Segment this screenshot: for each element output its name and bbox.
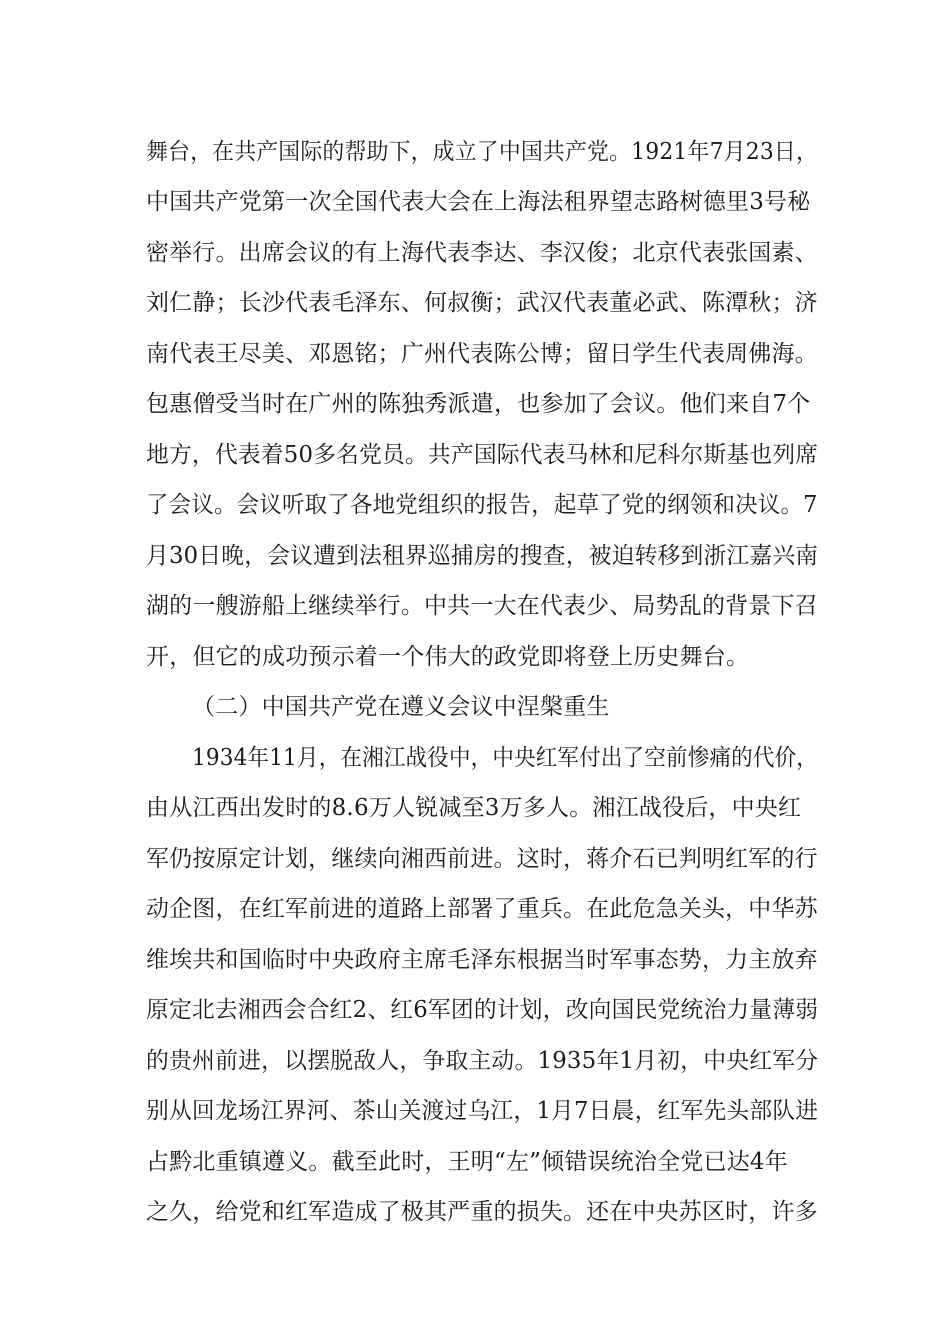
body-text-line: 了会议。会议听取了各地党组织的报告，起草了党的纲领和决议。7 bbox=[146, 492, 818, 518]
body-text-line: 之久，给党和红军造成了极其严重的损失。还在中央苏区时，许多 bbox=[146, 1199, 818, 1225]
body-text-line: 1934年11月，在湘江战役中，中央红军付出了空前惨痛的代价， bbox=[192, 745, 818, 771]
body-text-line: 别从回龙场江界河、茶山关渡过乌江，1月7日晨，红军先头部队进 bbox=[146, 1098, 819, 1124]
body-text-line: 维埃共和国临时中央政府主席毛泽东根据当时军事态势，力主放弃 bbox=[146, 947, 818, 973]
body-text-line: 开，但它的成功预示着一个伟大的政党即将登上历史舞台。 bbox=[146, 644, 750, 670]
body-text-line: 舞台，在共产国际的帮助下，成立了中国共产党。1921年7月23日， bbox=[146, 139, 819, 165]
body-text-line: 地方，代表着50多名党员。共产国际代表马林和尼科尔斯基也列席 bbox=[146, 442, 819, 468]
section-heading: （二）中国共产党在遵义会议中涅槃重生 bbox=[192, 694, 610, 720]
body-text-line: 湖的一艘游船上继续举行。中共一大在代表少、局势乱的背景下召 bbox=[146, 593, 818, 619]
body-text-line: 原定北去湘西会合红2、红6军团的计划，改向国民党统治力量薄弱 bbox=[146, 997, 819, 1023]
body-text-line: 由从江西出发时的8.6万人锐减至3万多人。湘江战役后，中央红 bbox=[146, 795, 802, 821]
body-text-line: 月30日晚，会议遭到法租界巡捕房的搜查，被迫转移到浙江嘉兴南 bbox=[146, 543, 819, 569]
body-text-line: 动企图，在红军前进的道路上部署了重兵。在此危急关头，中华苏 bbox=[146, 896, 818, 922]
body-text-line: 军仍按原定计划，继续向湘西前进。这时，蒋介石已判明红军的行 bbox=[146, 846, 818, 872]
body-text-line: 的贵州前进，以摆脱敌人，争取主动。1935年1月初，中央红军分 bbox=[146, 1048, 819, 1074]
body-text-line: 刘仁静；长沙代表毛泽东、何叔衡；武汉代表董必武、陈潭秋；济 bbox=[146, 290, 818, 316]
body-text-line: 占黔北重镇遵义。截至此时，王明“左”倾错误统治全党已达4年 bbox=[146, 1149, 788, 1175]
body-text-line: 包惠僧受当时在广州的陈独秀派遣，也参加了会议。他们来自7个 bbox=[146, 391, 811, 417]
body-text-line: 南代表王尽美、邓恩铭；广州代表陈公博；留日学生代表周佛海。 bbox=[146, 341, 818, 367]
body-text-line: 中国共产党第一次全国代表大会在上海法租界望志路树德里3号秘 bbox=[146, 189, 811, 215]
body-text-line: 密举行。出席会议的有上海代表李达、李汉俊；北京代表张国素、 bbox=[146, 240, 818, 266]
